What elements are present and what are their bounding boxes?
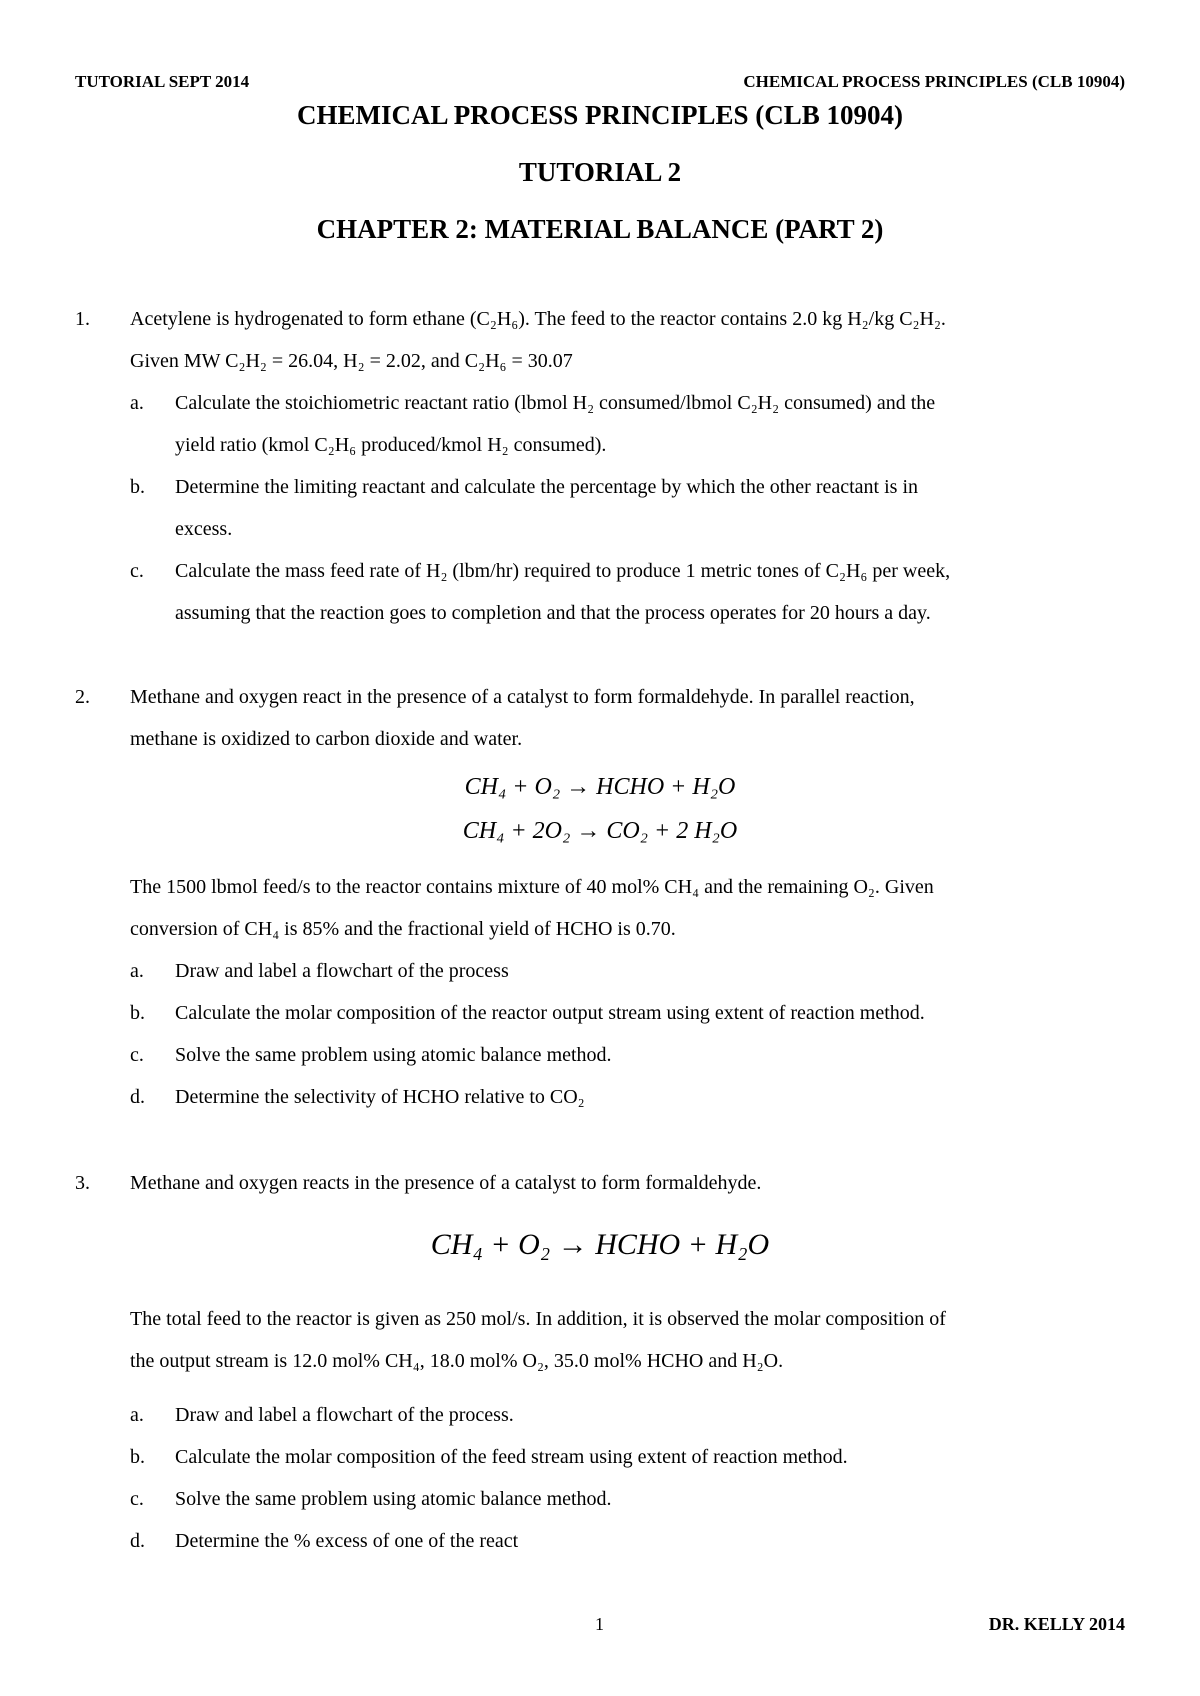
q1-a-line1: Calculate the stoichiometric reactant ratio (lbmol H₂ consumed/lbmol C₂H₂ consumed) and the — [175, 392, 936, 414]
q1-b-line2: excess. — [175, 518, 233, 540]
q1-a-label: a. — [130, 392, 144, 414]
chapter-title: CHAPTER 2: MATERIAL BALANCE (PART 2) — [316, 214, 884, 244]
q3-d-label: d. — [130, 1530, 145, 1552]
q1-b-line1: Determine the limiting reactant and calculate the percentage by which the other reactant is in — [175, 476, 919, 498]
q3-line2: The total feed to the reactor is given as 250 mol/s. In addition, it is observed the molar composition of — [130, 1308, 946, 1330]
q3-line1: Methane and oxygen reacts in the presence of a catalyst to form formaldehyde. — [130, 1172, 762, 1194]
q2-b-label: b. — [130, 1002, 145, 1024]
q2-d-label: d. — [130, 1086, 145, 1108]
header-right: CHEMICAL PROCESS PRINCIPLES (CLB 10904) — [743, 72, 1125, 91]
q2-a: Draw and label a flowchart of the process — [175, 960, 509, 982]
q1-a-line2: yield ratio (kmol C₂H₆ produced/kmol H₂ consumed). — [175, 434, 607, 456]
q2-line2: methane is oxidized to carbon dioxide and water. — [130, 728, 523, 750]
q3-d: Determine the % excess of one of the react — [175, 1530, 519, 1552]
q2-c: Solve the same problem using atomic balance method. — [175, 1044, 612, 1066]
q3-a-label: a. — [130, 1404, 144, 1426]
q2-a-label: a. — [130, 960, 144, 982]
q2-line3: The 1500 lbmol feed/s to the reactor contains mixture of 40 mol% CH₄ and the remaining O₂. Given — [130, 876, 934, 898]
header-left: TUTORIAL SEPT 2014 — [75, 72, 250, 91]
q1-line2: Given MW C₂H₂ = 26.04, H₂ = 2.02, and C₂H₆ = 30.07 — [130, 350, 573, 372]
q1-c-label: c. — [130, 560, 144, 582]
q2-line1: Methane and oxygen react in the presence of a catalyst to form formaldehyde. In parallel reaction, — [130, 686, 915, 708]
page-number: 1 — [595, 1614, 604, 1634]
q3-b-label: b. — [130, 1446, 145, 1468]
footer-author: DR. KELLY 2014 — [988, 1614, 1125, 1634]
q1-b-label: b. — [130, 476, 145, 498]
q3-c-label: c. — [130, 1488, 144, 1510]
q2-b: Calculate the molar composition of the reactor output stream using extent of reaction method. — [175, 1002, 925, 1024]
course-title: CHEMICAL PROCESS PRINCIPLES (CLB 10904) — [296, 100, 904, 130]
q2-equation-1: CH₄ + O₂ → HCHO + H₂O — [464, 774, 736, 800]
tutorial-title: TUTORIAL 2 — [518, 157, 682, 187]
q1-line1: Acetylene is hydrogenated to form ethane (C₂H₆). The feed to the reactor contains 2.0 kg H₂/kg C₂H₂. — [130, 308, 946, 330]
q2-number: 2. — [75, 686, 90, 708]
q1-number: 1. — [75, 308, 90, 330]
q2-equation-2: CH₄ + 2O₂ → CO₂ + 2 H₂O — [462, 818, 738, 844]
q3-a: Draw and label a flowchart of the process. — [175, 1404, 514, 1426]
q2-line4: conversion of CH₄ is 85% and the fractional yield of HCHO is 0.70. — [130, 918, 676, 940]
q2-d: Determine the selectivity of HCHO relative to CO₂ — [175, 1086, 585, 1108]
q2-c-label: c. — [130, 1044, 144, 1066]
q3-line3: the output stream is 12.0 mol% CH₄, 18.0 mol% O₂, 35.0 mol% HCHO and H₂O. — [130, 1350, 784, 1372]
q1-c-line2: assuming that the reaction goes to completion and that the process operates for 20 hours a day. — [175, 602, 931, 624]
q1-c-line1: Calculate the mass feed rate of H₂ (lbm/hr) required to produce 1 metric tones of C₂H₆ per week, — [175, 560, 951, 582]
q3-number: 3. — [75, 1172, 90, 1194]
q3-c: Solve the same problem using atomic balance method. — [175, 1488, 612, 1510]
q3-equation: CH₄ + O₂ → HCHO + H₂O — [430, 1228, 770, 1261]
q3-b: Calculate the molar composition of the feed stream using extent of reaction method. — [175, 1446, 848, 1468]
